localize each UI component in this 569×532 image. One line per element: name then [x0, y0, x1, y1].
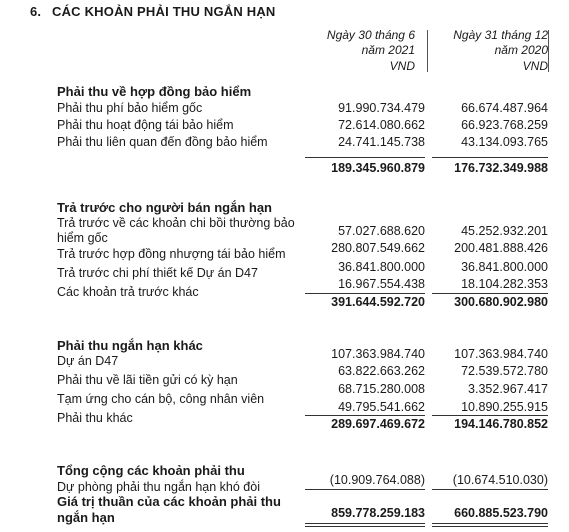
total-rule-col2 [432, 157, 548, 158]
total-rule-col1 [305, 415, 425, 416]
row-value-col1: 49.795.541.662 [338, 400, 425, 414]
row-value-col1: 57.027.688.620 [338, 224, 425, 238]
col2-header-line1: Ngày 31 tháng 12 [453, 28, 548, 42]
net-double-rule-col1 [305, 523, 425, 524]
section-number: 6. [30, 4, 42, 19]
total-rule-col2 [432, 293, 548, 294]
row-value-col1: 91.990.734.479 [338, 101, 425, 115]
net-label-continued: ngắn hạn [57, 510, 115, 525]
row-value-col2: 18.104.282.353 [461, 277, 548, 291]
net-double-rule-col2-b [432, 526, 548, 527]
row-value-col1: 36.841.800.000 [338, 260, 425, 274]
col2-header-line2: năm 2020 [494, 43, 548, 57]
row-label: Phải thu khác [57, 411, 133, 425]
section-total-col2: 194.146.780.852 [454, 417, 548, 431]
row-value-col2: 10.890.255.915 [461, 400, 548, 414]
net-value-col2: 660.885.523.790 [454, 506, 548, 520]
row-value-col1: 16.967.554.438 [338, 277, 425, 291]
section-heading: Trả trước cho người bán ngắn hạn [57, 200, 272, 215]
col2-header-unit: VND [522, 59, 548, 73]
net-rule-col1 [305, 489, 425, 490]
row-value-col2: 45.252.932.201 [461, 224, 548, 238]
row-value-col2: 36.841.800.000 [461, 260, 548, 274]
section-total-col1: 289.697.469.672 [331, 417, 425, 431]
section-total-col1: 189.345.960.879 [331, 161, 425, 175]
row-value-col1: 63.822.663.262 [338, 364, 425, 378]
header-divider [427, 30, 428, 72]
total-rule-col1 [305, 293, 425, 294]
row-label: Phải thu liên quan đến đồng bảo hiểm [57, 135, 268, 149]
section-total-col2: 300.680.902.980 [454, 295, 548, 309]
total-rule-col1 [305, 157, 425, 158]
row-label: Dự án D47 [57, 354, 119, 368]
row-label: Tạm ứng cho cán bộ, công nhân viên [57, 392, 265, 406]
row-label: Trả trước hợp đồng nhượng tái bảo hiểm [57, 247, 286, 261]
row-value-col2: 200.481.888.426 [454, 241, 548, 255]
row-label: Trả trước về các khoản chi bồi thường bảo [57, 216, 295, 230]
net-double-rule-col1-b [305, 526, 425, 527]
row-label: Phải thu phí bảo hiểm gốc [57, 101, 203, 115]
row-value-col2: 107.363.984.740 [454, 347, 548, 361]
row-value-col2: 66.923.768.259 [461, 118, 548, 132]
net-label: Giá trị thuần của các khoản phải thu [57, 494, 281, 509]
row-value-col2: 3.352.967.417 [468, 382, 548, 396]
col1-header-line2: năm 2021 [361, 43, 415, 57]
row-value-col2: 43.134.093.765 [461, 135, 548, 149]
row-label: Phải thu về lãi tiền gửi có kỳ hạn [57, 373, 238, 387]
row-value-col1: 24.741.145.738 [338, 135, 425, 149]
total-rule-col2 [432, 415, 548, 416]
row-label: Phải thu hoạt động tái bảo hiểm [57, 118, 234, 132]
section-total-col2: 176.732.349.988 [454, 161, 548, 175]
provision-label: Dự phòng phải thu ngắn hạn khó đòi [57, 480, 260, 494]
row-label: Trả trước chi phí thiết kế Dự án D47 [57, 266, 258, 280]
net-double-rule-col2 [432, 523, 548, 524]
row-label-continued: hiểm gốc [57, 231, 108, 245]
net-rule-col2 [432, 489, 548, 490]
page-title: CÁC KHOẢN PHẢI THU NGẮN HẠN [52, 4, 276, 19]
provision-value-col1: (10.909.764.088) [329, 473, 425, 487]
net-value-col1: 859.778.259.183 [331, 506, 425, 520]
row-value-col1: 72.614.080.662 [338, 118, 425, 132]
header-edge [548, 30, 549, 72]
row-value-col1: 280.807.549.662 [331, 241, 425, 255]
summary-heading: Tổng cộng các khoản phải thu [57, 463, 245, 478]
col1-header-unit: VND [389, 59, 415, 73]
row-value-col1: 107.363.984.740 [331, 347, 425, 361]
row-label: Các khoản trả trước khác [57, 285, 199, 299]
section-heading: Phải thu ngắn hạn khác [57, 338, 203, 353]
col1-header-line1: Ngày 30 tháng 6 [326, 28, 415, 42]
row-value-col2: 72.539.572.780 [461, 364, 548, 378]
provision-value-col2: (10.674.510.030) [452, 473, 548, 487]
section-total-col1: 391.644.592.720 [331, 295, 425, 309]
row-value-col2: 66.674.487.964 [461, 101, 548, 115]
row-value-col1: 68.715.280.008 [338, 382, 425, 396]
section-heading: Phải thu về hợp đồng bảo hiểm [57, 84, 252, 99]
